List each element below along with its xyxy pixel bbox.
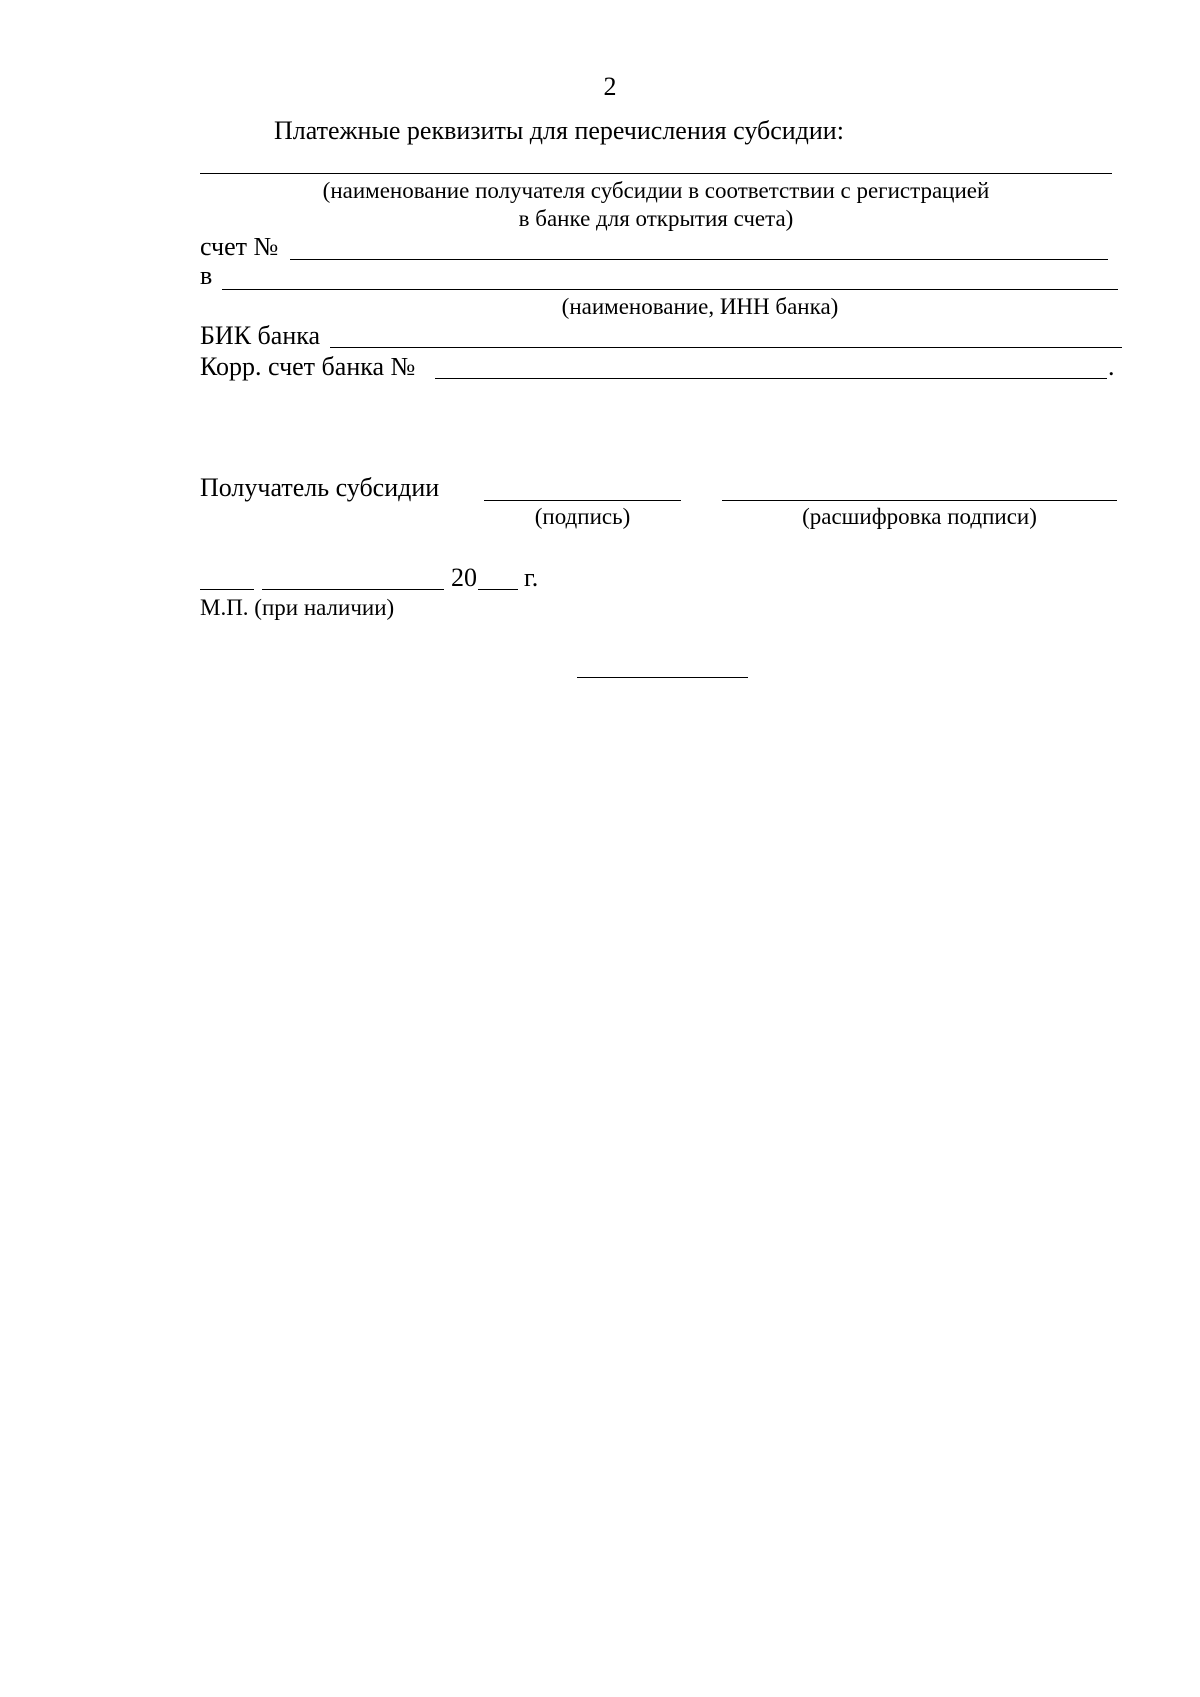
date-day-line[interactable]: [200, 589, 254, 590]
date-year-suffix: г.: [524, 563, 539, 592]
recipient-caption-line1: (наименование получателя субсидии в соответствии с регистрацией: [322, 178, 990, 203]
bik-label: БИК банка: [200, 321, 321, 350]
date-year-line[interactable]: [478, 589, 518, 590]
corr-account-label: Корр. счет банка №: [200, 352, 416, 381]
date-year-prefix: 20: [451, 563, 477, 592]
corr-account-end: .: [1108, 352, 1115, 381]
section-heading: Платежные реквизиты для перечисления субсидии:: [274, 116, 844, 145]
corr-account-line[interactable]: [435, 378, 1107, 379]
recipient-label: Получатель субсидии: [200, 473, 440, 502]
page-number: 2: [603, 72, 617, 101]
signature-decoding-caption: (расшифровка подписи): [802, 504, 1037, 529]
recipient-name-line[interactable]: [200, 173, 1112, 174]
account-label: счет №: [200, 232, 279, 261]
date-month-line[interactable]: [262, 589, 444, 590]
bank-caption: (наименование, ИНН банка): [561, 294, 839, 319]
bank-name-line[interactable]: [222, 289, 1118, 290]
signature-caption: (подпись): [534, 504, 631, 529]
recipient-caption-line2: в банке для открытия счета): [518, 206, 794, 231]
bik-line[interactable]: [330, 347, 1122, 348]
account-number-line[interactable]: [290, 259, 1108, 260]
signature-decoding-line[interactable]: [722, 500, 1117, 501]
stamp-note: М.П. (при наличии): [200, 595, 395, 620]
in-bank-label: в: [200, 261, 213, 290]
closing-separator: [577, 677, 748, 678]
signature-line[interactable]: [484, 500, 681, 501]
